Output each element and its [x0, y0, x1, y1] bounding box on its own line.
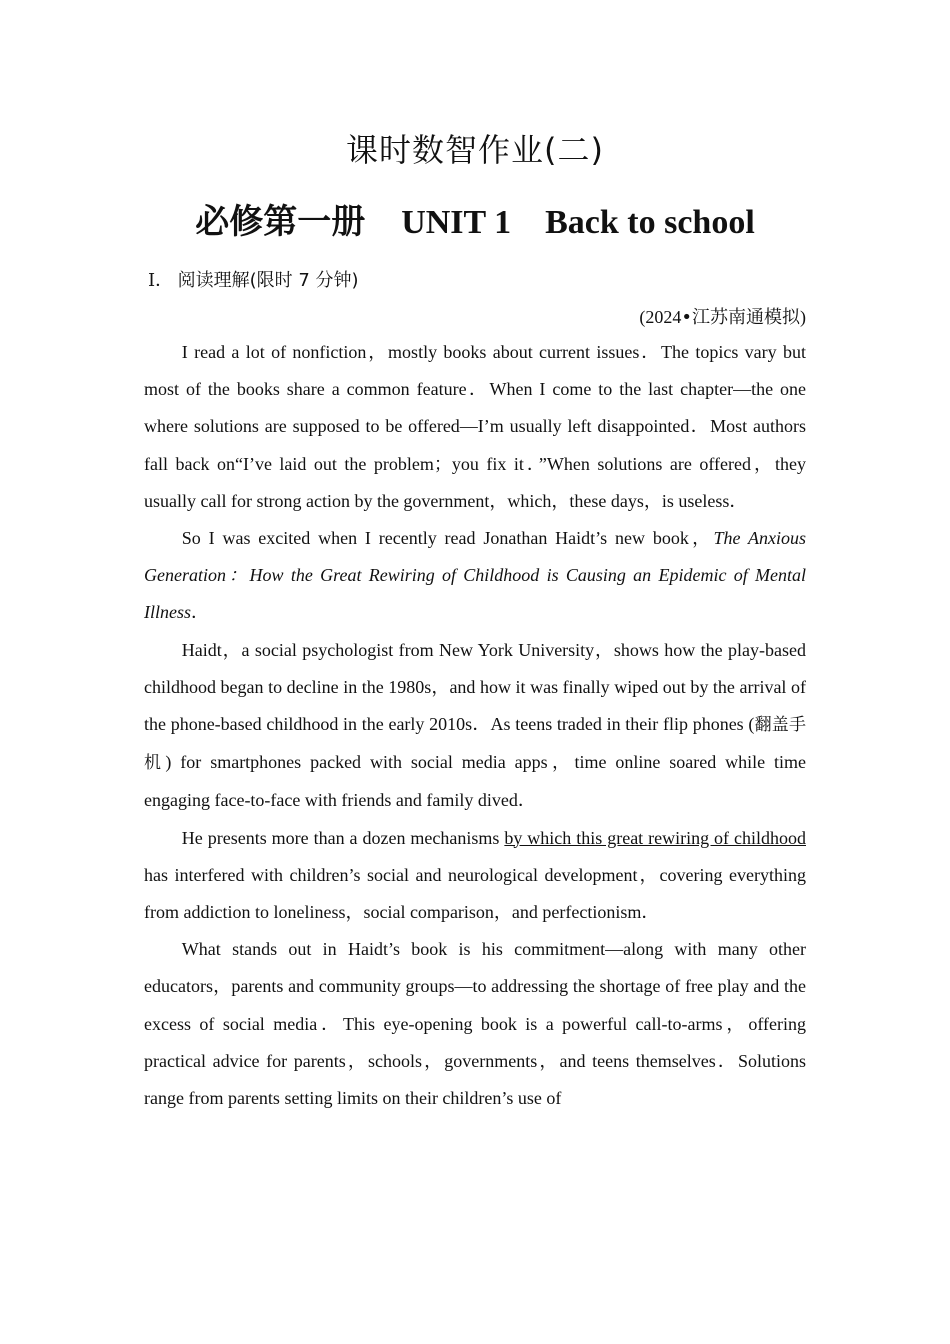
book-label: 必修第一册: [195, 202, 366, 242]
source-year: (2024: [639, 307, 682, 327]
unit-title: [0, 198, 950, 247]
source-place: 江苏南通模拟: [692, 307, 800, 328]
section-label: 阅读理解: [177, 270, 250, 291]
section-numeral: Ⅰ．: [148, 270, 174, 290]
source-close: ): [800, 307, 806, 327]
page-title: 课时数智作业(二): [346, 131, 604, 169]
paragraph-3: Haidt，a social psychologist from New York University，shows how the play-based childhood began to decline in the 1980s，and how it was finally wiped out by the arrival of the phone-based childhood in the early 2010s．As teens traded in their flip phones (翻盖手机) for smartphones packed with social media apps，time online soared while time engaging face-to-face with friends and family dived．: [144, 639, 806, 811]
book-title: The Anxious Generation：How the Great Rewiring of Childhood is Causing an Epidemic of Mental Illness: [144, 528, 806, 623]
passage-body: [144, 334, 806, 1117]
section-heading: [148, 266, 359, 295]
paragraph-5: What stands out in Haidt’s book is his commitment—along with many other educators，parents and community groups—to addressing the shortage of free play and the excess of social media．This eye-opening book is a powerful call-to-arms，offering practical advice for parents，schools，governments，and teens themselves．Solutions range from parents setting limits on their children’s use of: [144, 939, 806, 1109]
passage-source: (2024•江苏南通模拟): [639, 307, 806, 328]
paragraph-1: I read a lot of nonfiction，mostly books about current issues．The topics vary but most of the books share a common feature．When I come to the last chapter—the one where solutions are supposed to be offered—I’m usually left disappointed．Most authors fall back on“I’ve laid out the problem；you fix it．”When solutions are offered，they usually call for strong action by the government，which，these days，is useless．: [144, 342, 806, 511]
time-limit: (限时 7 分钟): [249, 270, 359, 291]
underlined-phrase: by which this great rewiring of childhood: [504, 827, 806, 848]
paragraph-4: He presents more than a dozen mechanisms by which this great rewiring of childhood has interfered with children’s social and neurological development，covering everything from addiction to loneliness，social comparison，and perfectionism．: [144, 827, 806, 923]
paragraph-2: So I was excited when I recently read Jonathan Haidt’s new book，The Anxious Generation：How the Great Rewiring of Childhood is Causing an Epidemic of Mental Illness．: [144, 528, 806, 623]
unit-label: UNIT 1 Back to school: [401, 204, 755, 241]
chinese-gloss: 翻盖手机: [144, 715, 806, 774]
